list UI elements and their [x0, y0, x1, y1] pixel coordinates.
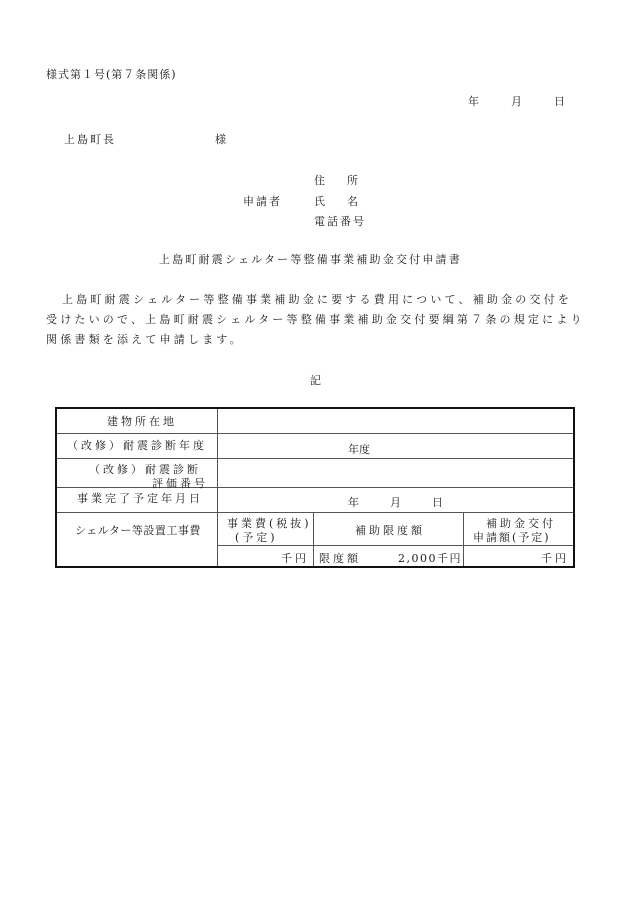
- row-divider: [57, 487, 573, 488]
- form-number: 様式第１号(第７条関係): [46, 68, 177, 81]
- phone-label: 電話番号: [314, 215, 366, 228]
- row-divider: [57, 433, 573, 434]
- evaluation-number-label-line2: 評価番号: [152, 477, 208, 490]
- seismic-diagnosis-year-label: （改修）耐震診断年度: [67, 439, 207, 452]
- shelter-cost-label: シェルター等設置工事費: [75, 524, 201, 537]
- name-label: 氏 名: [314, 195, 358, 208]
- evaluation-number-field[interactable]: [218, 459, 573, 487]
- ki-marker: 記: [310, 374, 321, 387]
- row-divider: [57, 512, 573, 513]
- project-cost-header-line1: 事業費(税抜): [227, 517, 312, 530]
- completion-year: 年: [348, 496, 359, 509]
- addressee: 上島町長: [64, 133, 116, 146]
- building-location-label: 建物所在地: [107, 415, 177, 428]
- body-paragraph: 上島町耐震シェルター等整備事業補助金に要する費用について、補助金の交付を受けたいので、上島町耐震シェルター等整備事業補助金交付要綱第７条の規定により関係書類を添えて申請します。: [46, 293, 585, 346]
- completion-date-label: 事業完了予定年月日: [77, 492, 203, 505]
- completion-day: 日: [432, 496, 443, 509]
- date-day: 日: [554, 95, 565, 108]
- honorific: 様: [215, 133, 226, 146]
- application-date: [468, 93, 565, 109]
- applicant-label: 申請者: [243, 195, 282, 208]
- subsidy-limit-header: 補助限度額: [355, 524, 425, 537]
- application-table: [55, 407, 575, 568]
- row-divider: [217, 545, 573, 546]
- requested-amount-header-line1: 補助金交付: [486, 517, 556, 530]
- subsidy-limit-amount: 2,000千円: [398, 552, 462, 565]
- project-cost-header-line2: (予定): [235, 531, 278, 544]
- requested-amount-value[interactable]: 千円: [541, 552, 569, 565]
- address-label: 住 所: [314, 174, 358, 187]
- date-month: 月: [511, 95, 522, 108]
- building-location-field[interactable]: [218, 409, 573, 433]
- evaluation-number-label-line1: （改修）耐震診断: [89, 463, 201, 476]
- date-year: 年: [468, 95, 479, 108]
- requested-amount-header-line2: 申請額(予定): [473, 531, 551, 544]
- document-title: 上島町耐震シェルター等整備事業補助金交付申請書: [159, 253, 462, 266]
- project-cost-value[interactable]: 千円: [281, 552, 309, 565]
- subsidy-limit-label: 限度額: [319, 552, 361, 565]
- completion-date-field[interactable]: [348, 494, 443, 510]
- completion-month: 月: [390, 496, 401, 509]
- seismic-diagnosis-year-field[interactable]: 年度: [348, 443, 370, 456]
- column-divider: [313, 512, 314, 566]
- column-divider: [463, 512, 464, 566]
